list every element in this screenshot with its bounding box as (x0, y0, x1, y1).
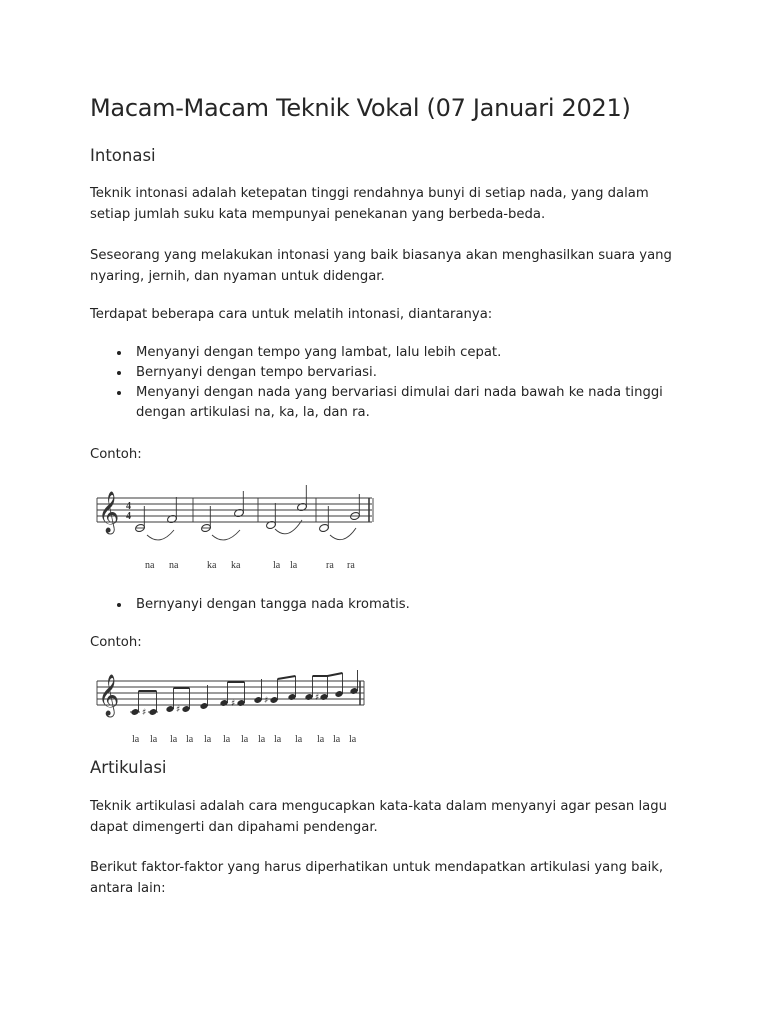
list-item: Bernyanyi dengan tangga nada kromatis. (90, 595, 690, 615)
paragraph-intonasi-benefit: Seseorang yang melakukan intonasi yang baik biasanya akan menghasilkan suara yang nyaring, jernih, dan nyaman untuk didengar. (90, 248, 672, 284)
syllable: la (290, 560, 298, 571)
list-item: Menyanyi dengan nada yang bervariasi dimulai dari nada bawah ke nada tinggi dengan artikulasi na, ka, la, dan ra. (90, 383, 690, 423)
music-example-1 (92, 480, 382, 580)
section-heading-intonasi: Intonasi (90, 146, 156, 165)
lyrics-row (132, 734, 357, 745)
list-item: Bernyanyi dengan tempo bervariasi. (90, 363, 690, 383)
example-label-1: Contoh: (90, 447, 142, 462)
paragraph-artikulasi-definition: Teknik artikulasi adalah cara mengucapkan kata-kata dalam menyanyi agar pesan lagu dapat dimengerti dan dipahami pendengar. (90, 799, 667, 835)
music-example-2 (92, 670, 382, 750)
syllable: la (317, 734, 325, 745)
svg-text:♯: ♯ (315, 693, 320, 703)
paragraph-artikulasi-factors-intro: Berikut faktor-faktor yang harus diperhatikan untuk mendapatkan artikulasi yang baik, antara lain: (90, 860, 664, 896)
syllable: la (132, 734, 140, 745)
svg-text:𝄞: 𝄞 (98, 492, 120, 533)
treble-clef-icon (98, 491, 119, 534)
slurs (147, 520, 356, 540)
section-heading-artikulasi: Artikulasi (90, 758, 167, 777)
svg-text:♯: ♯ (264, 696, 269, 706)
syllable: la (349, 734, 357, 745)
intonasi-methods-list (90, 343, 690, 423)
syllable: ra (326, 560, 334, 571)
syllable: la (274, 734, 282, 745)
svg-text:♯: ♯ (176, 705, 181, 715)
paragraph-intonasi-definition: Teknik intonasi adalah ketepatan tinggi rendahnya bunyi di setiap nada, yang dalam setiap jumlah suku kata mempunyai penekanan yang berbeda-beda. (90, 186, 649, 222)
syllable: la (204, 734, 212, 745)
syllable: la (273, 560, 281, 571)
syllable: la (295, 734, 303, 745)
syllable: la (241, 734, 249, 745)
time-signature-bottom: 4 (126, 511, 131, 522)
syllable: ra (347, 560, 355, 571)
syllable: la (150, 734, 158, 745)
svg-text:♯: ♯ (142, 708, 147, 718)
example-label-2: Contoh: (90, 635, 142, 650)
syllable: la (170, 734, 178, 745)
list-item: Menyanyi dengan tempo yang lambat, lalu lebih cepat. (90, 343, 690, 363)
syllable: la (186, 734, 194, 745)
document-title: Macam-Macam Teknik Vokal (07 Januari 2021) (90, 94, 631, 122)
syllable: ka (207, 560, 217, 571)
syllable: na (169, 560, 179, 571)
svg-text:𝄞: 𝄞 (98, 675, 120, 716)
syllable: la (258, 734, 266, 745)
syllable: na (145, 560, 155, 571)
syllable: ka (231, 560, 241, 571)
time-signature-top: 4 (126, 501, 131, 512)
treble-clef-icon (98, 674, 119, 717)
notes (130, 670, 359, 718)
syllable: la (223, 734, 231, 745)
paragraph-intonasi-methods-intro: Terdapat beberapa cara untuk melatih intonasi, diantaranya: (90, 307, 493, 322)
chromatic-list (90, 595, 690, 615)
notes (135, 485, 361, 533)
syllable: la (333, 734, 341, 745)
lyrics-row (145, 560, 355, 571)
svg-text:♯: ♯ (231, 699, 236, 709)
